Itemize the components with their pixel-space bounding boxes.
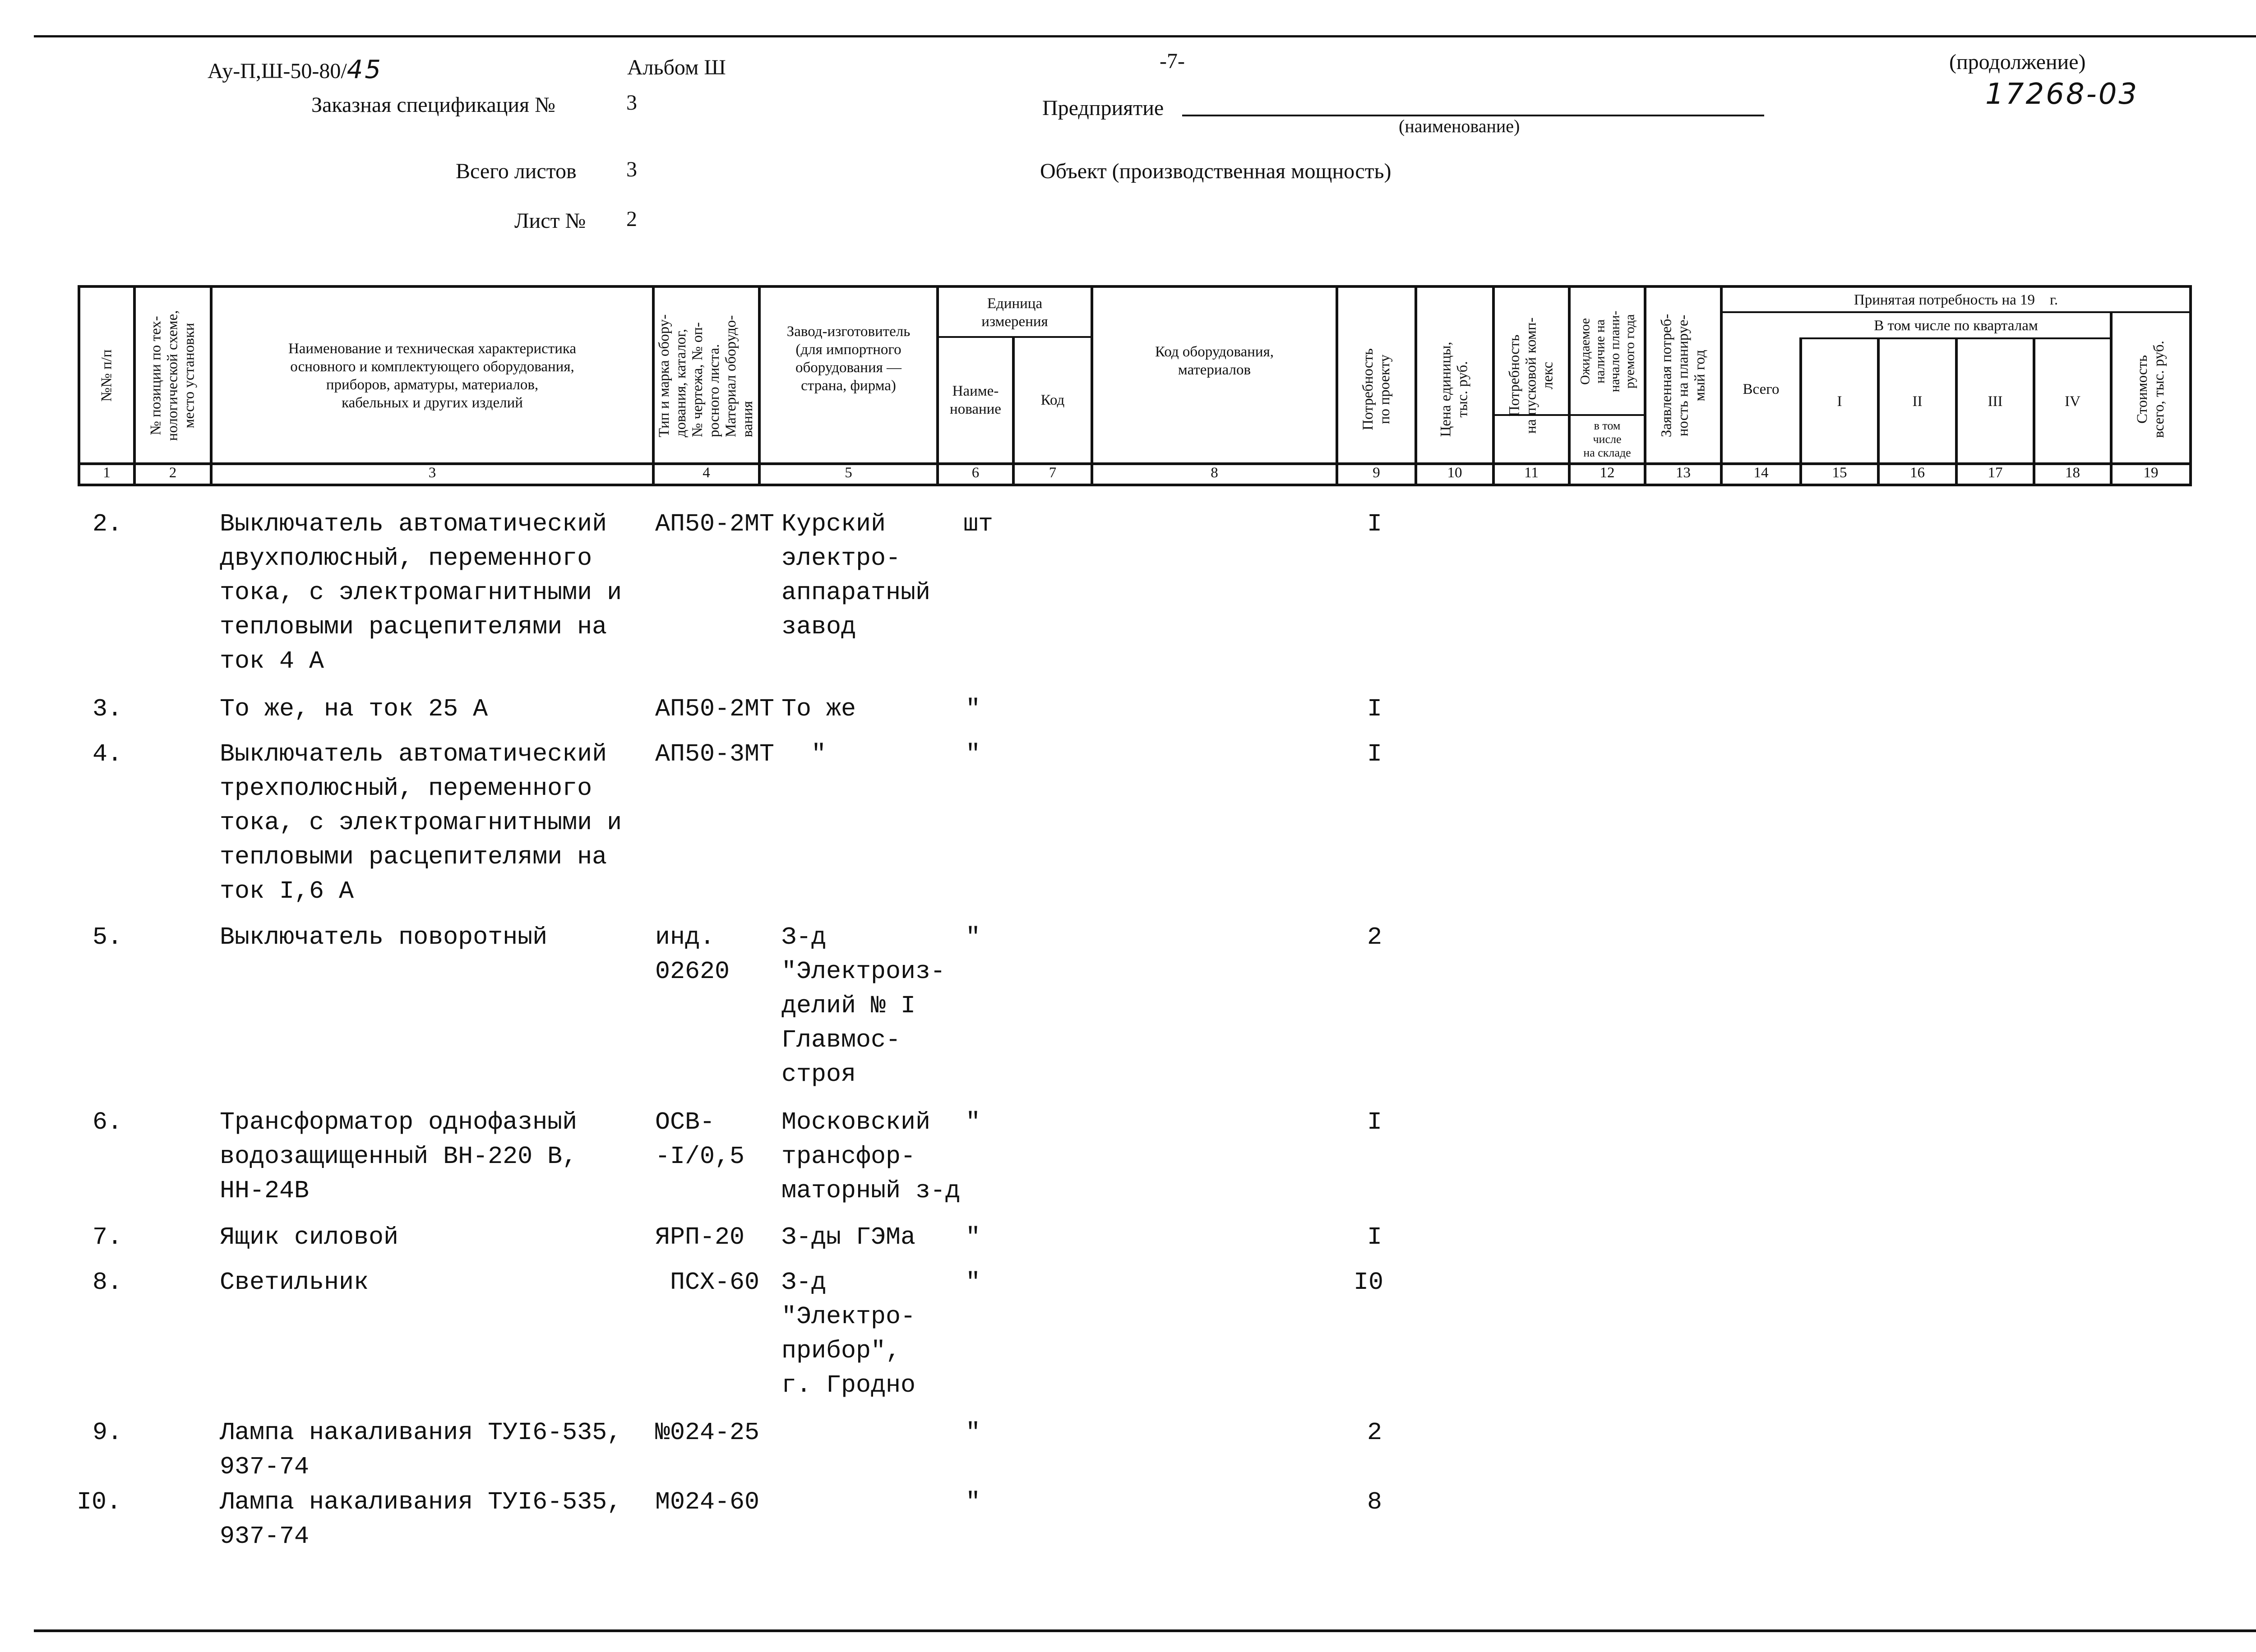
row-unit: " (966, 1108, 981, 1136)
header-col-10: Цена единицы, тыс. руб. (1438, 341, 1471, 437)
row-number: 5. (92, 923, 123, 951)
row-maker: Московский трансфор- маторный з-д (781, 1108, 961, 1205)
col-number-13: 13 (1676, 465, 1691, 481)
row-type: АП50-3МТ (655, 740, 775, 768)
row-name: Ящик силовой (220, 1223, 399, 1251)
col-number-19: 19 (2143, 465, 2159, 481)
enterprise-caption: (наименование) (1399, 116, 1520, 136)
row-number: 3. (92, 695, 123, 723)
document-code-prefix: Ау-П,Ш-50-80/ (208, 59, 347, 83)
continuation-label: (продолжение) (1949, 50, 2086, 74)
col-number-1: 1 (103, 465, 111, 481)
total-sheets-label: Всего листов (456, 159, 577, 183)
document-code-suffix: 45 (347, 55, 383, 84)
row-type: ПСХ-60 (655, 1268, 760, 1297)
page-number: -7- (1160, 49, 1185, 73)
header-col-1: №№ п/п (98, 349, 115, 402)
row-quantity: I (1367, 1223, 1382, 1251)
enterprise-label: Предприятие (1042, 96, 1164, 120)
header-col-4: Тип и марка обору- дования, каталог, № чертежа, № оп- росного листа. Материал оборудо- вания (656, 314, 756, 437)
row-quantity: 8 (1367, 1488, 1382, 1516)
header-top-rule (78, 285, 2192, 288)
header-col-12-top: Ожидаемое наличие на начало плани- руемого года (1577, 310, 1637, 392)
row-number: 8. (92, 1268, 123, 1297)
row-type: М024-60 (655, 1488, 760, 1516)
top-border (34, 35, 2256, 37)
spec-number: 3 (626, 91, 637, 115)
row-type: №024-25 (655, 1418, 760, 1447)
header-col-17: III (1988, 393, 2003, 410)
header-col-5: Завод-изготовитель (для импортного оборудования — страна, фирма) (786, 323, 911, 394)
header-col-16: II (1912, 393, 1923, 410)
row-maker: З-ды ГЭМа (781, 1223, 916, 1251)
col-number-3: 3 (428, 465, 436, 481)
row-unit: " (966, 695, 981, 723)
header-col-3: Наименование и техническая характеристика основного и комплектующего оборудования, приборов, арматуры, материалов, кабельных и других изделий (288, 340, 577, 411)
col-number-4: 4 (703, 465, 710, 481)
row-quantity: I0 (1354, 1268, 1384, 1297)
header-unit-group: Единица измерения (981, 295, 1048, 330)
col-number-17: 17 (1988, 465, 2003, 481)
col-number-16: 16 (1910, 465, 1925, 481)
row-name: Лампа накаливания ТУI6-535, 937-74 (220, 1418, 622, 1481)
row-unit: " (966, 923, 981, 951)
document-code (208, 55, 383, 84)
row-quantity: I (1367, 695, 1382, 723)
col-rule-19 (2189, 285, 2192, 486)
row-name: Выключатель поворотный (220, 923, 548, 951)
header-quarters-group: В том числе по кварталам (1874, 317, 2038, 334)
row-unit: " (966, 740, 981, 768)
col-number-9: 9 (1373, 465, 1380, 481)
header-col-15: I (1837, 393, 1842, 410)
row-quantity: I (1367, 740, 1382, 768)
col-number-11: 11 (1524, 465, 1539, 481)
header-col-7: Код (1040, 392, 1065, 408)
row-number: 7. (92, 1223, 123, 1251)
row-type: АП50-2МТ (655, 695, 775, 723)
col-number-15: 15 (1832, 465, 1847, 481)
row-unit: " (966, 1268, 981, 1297)
header-col-9: Потребность по проекту (1359, 348, 1393, 430)
header-col-2: № позиции по тех- нологической схеме, место установки (148, 310, 198, 441)
row-number: 4. (92, 740, 123, 768)
row-unit: " (966, 1488, 981, 1516)
col-number-14: 14 (1753, 465, 1769, 481)
row-unit: шт (963, 510, 994, 538)
row-number: 9. (92, 1418, 123, 1447)
row-maker: То же (781, 695, 856, 723)
row-name: Лампа накаливания ТУI6-535, 937-74 (220, 1488, 622, 1550)
col-number-6: 6 (971, 465, 980, 481)
row-maker: " (781, 740, 827, 768)
row-maker: З-д "Электроиз- делий № I Главмос- строя (781, 923, 946, 1089)
sheet-label: Лист № (514, 209, 586, 233)
album-label: Альбом Ш (627, 55, 726, 79)
header-col-18: IV (2065, 393, 2080, 410)
header-col-6: Наиме- нование (950, 383, 1001, 417)
row-type: ЯРП-20 (655, 1223, 745, 1251)
col-number-18: 18 (2065, 465, 2080, 481)
col-number-10: 10 (1447, 465, 1462, 481)
col-number-8: 8 (1211, 465, 1218, 481)
header-accepted-group: Принятая потребность на 19 г. (1854, 292, 2058, 308)
row-maker: З-д "Электро- прибор", г. Гродно (781, 1268, 916, 1399)
accepted-group-rule (1720, 311, 2192, 313)
row-number: I0. (77, 1488, 122, 1516)
row-name: Светильник (220, 1268, 369, 1297)
col-number-12: 12 (1600, 465, 1615, 481)
row-quantity: I (1367, 510, 1382, 538)
object-label: Объект (производственная мощность) (1040, 159, 1392, 183)
total-sheets-value: 3 (626, 157, 637, 181)
header-col-14: Всего (1743, 381, 1780, 397)
row-number: 2. (92, 510, 123, 538)
header-col-19: Стоимость всего, тыс. руб. (2134, 340, 2167, 438)
row-maker: Курский электро- аппаратный завод (781, 510, 931, 641)
row-name: Трансформатор однофазный водозащищенный ВН-220 В, НН-24В (220, 1108, 578, 1205)
header-col-8: Код оборудования, материалов (1155, 344, 1274, 378)
row-unit: " (966, 1418, 981, 1447)
row-type: ОСВ- -I/0,5 (655, 1108, 745, 1171)
col-number-2: 2 (169, 465, 177, 481)
row-number: 6. (92, 1108, 123, 1136)
header-col-13: Заявленная потреб- ность на планируе- мый год (1658, 314, 1708, 438)
header-bottom-rule (78, 484, 2192, 486)
row-name: Выключатель автоматический трехполюсный, переменного тока, с электромагнитными и тепловыми расцепителями на ток I,6 А (220, 740, 622, 905)
row-quantity: 2 (1367, 923, 1382, 951)
bottom-border (34, 1629, 2256, 1632)
col-number-7: 7 (1049, 465, 1057, 481)
row-type: АП50-2МТ (655, 510, 775, 538)
sheet-number: 2 (626, 207, 637, 231)
col-number-5: 5 (845, 465, 852, 481)
row-name: То же, на ток 25 А (220, 695, 488, 723)
row-unit: " (966, 1223, 981, 1251)
row-quantity: I (1367, 1108, 1382, 1136)
header-col-12-bottom: в том числе на складе (1583, 419, 1631, 459)
row-quantity: 2 (1367, 1418, 1382, 1447)
row-type: инд. 02620 (655, 923, 730, 986)
spec-label: Заказная спецификация № (311, 93, 555, 117)
row-name: Выключатель автоматический двухполюсный, переменного тока, с электромагнитными и тепловыми расцепителями на ток 4 А (220, 510, 622, 675)
stamp-number: 17268-03 (1985, 78, 2139, 111)
header-col-11: Потребность на пусковой комп- лекс (1506, 317, 1556, 434)
